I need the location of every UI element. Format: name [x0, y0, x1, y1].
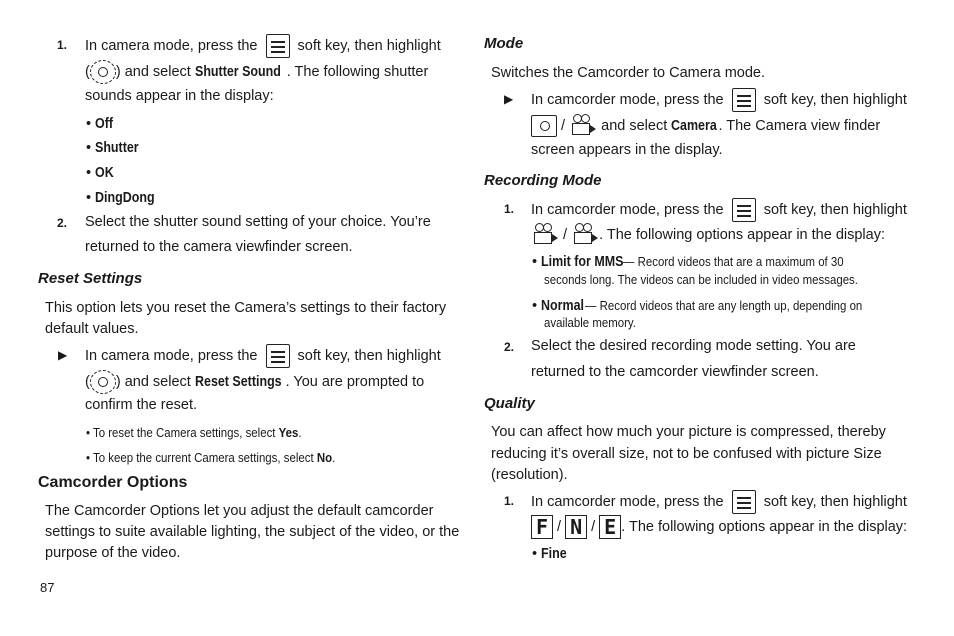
text: In camcorder mode, press the	[531, 91, 724, 108]
settings-gear-icon	[90, 370, 116, 394]
text: soft key, then highlight	[763, 91, 907, 108]
section-heading-quality: Quality	[484, 395, 535, 412]
list-item: • OK	[86, 165, 114, 181]
camera-icon	[531, 115, 557, 137]
text: seconds long. The videos can be included in video messages.	[544, 272, 858, 287]
step-text-line: screen appears in the display.	[531, 142, 723, 158]
step-text-line	[531, 490, 907, 514]
step-text-line: returned to the camcorder viewfinder screen.	[531, 364, 819, 380]
text: . The following options appear in the display:	[621, 518, 908, 535]
step-text-line	[531, 515, 907, 539]
text: ) and select	[115, 373, 191, 390]
menu-soft-key-icon	[732, 88, 756, 112]
text: .	[298, 425, 302, 440]
list-item: • Off	[86, 116, 114, 132]
list-item: • Limit for MMS— Record videos that are a maximum of 30	[532, 254, 844, 270]
step-text-line	[85, 60, 428, 84]
text: — Record videos that are a maximum of 30	[622, 254, 844, 269]
text: . The following shutter	[286, 63, 429, 80]
section-heading-mode: Mode	[484, 35, 524, 52]
text: /	[557, 518, 562, 535]
text: In camcorder mode, press the	[531, 201, 724, 218]
yes-label: Yes	[278, 425, 299, 440]
text: soft key, then highlight	[297, 37, 441, 54]
page-number: 87	[40, 580, 55, 595]
step-number: 1.	[504, 202, 515, 216]
list-item: • Fine	[532, 546, 567, 562]
normal-label: Normal	[541, 298, 585, 314]
step-text-line: returned to the camera viewfinder screen.	[85, 239, 353, 255]
list-item: • Shutter	[86, 140, 139, 156]
step-number: 2.	[57, 216, 68, 230]
recording-mode-icon	[571, 223, 599, 247]
quality-economy-icon: E	[599, 515, 621, 539]
step-text-line	[85, 344, 441, 368]
quality-normal-icon: N	[565, 515, 587, 539]
list-item: • DingDong	[86, 190, 155, 206]
step-text-line	[531, 198, 907, 222]
text: .	[332, 450, 336, 465]
option-dingdong: DingDong	[95, 190, 155, 206]
step-number: 1.	[504, 494, 515, 508]
paragraph-line: default values.	[45, 321, 139, 337]
menu-soft-key-icon	[266, 34, 290, 58]
bullet-arrow-icon: ▶	[504, 92, 514, 106]
camera-label: Camera	[671, 117, 718, 134]
text: . You are prompted to	[285, 373, 425, 390]
paragraph-line: The Camcorder Options let you adjust the default camcorder	[45, 503, 434, 519]
text: /	[591, 518, 596, 535]
paragraph-line: purpose of the video.	[45, 545, 181, 561]
text: (	[85, 373, 90, 390]
text: In camera mode, press the	[85, 37, 258, 54]
shutter-sound-label: Shutter Sound	[194, 63, 281, 80]
step-number: 1.	[57, 38, 68, 52]
section-heading-reset-settings: Reset Settings	[38, 270, 143, 287]
step-text-line: Select the desired recording mode setting. You are	[531, 338, 856, 354]
menu-soft-key-icon	[732, 490, 756, 514]
list-item-continuation	[544, 314, 649, 332]
paragraph-line: settings to suite available lighting, the subject of the video, or the	[45, 524, 460, 540]
step-text-line	[531, 114, 880, 138]
text: /	[563, 226, 568, 243]
text: — Record videos that are any length up, depending on	[585, 298, 863, 313]
step-text-line	[531, 223, 885, 247]
paragraph-line: Switches the Camcorder to Camera mode.	[491, 65, 765, 81]
paragraph-line: You can affect how much your picture is compressed, thereby	[491, 424, 886, 440]
text: . The following options appear in the display:	[599, 226, 885, 243]
paragraph-line: reducing it’s overall size, not to be confused with picture Size	[491, 446, 882, 462]
quality-fine-icon: F	[531, 515, 553, 539]
text: available memory.	[544, 315, 636, 330]
option-fine: Fine	[541, 546, 567, 562]
list-item: • Normal— Record videos that are any length up, depending on	[532, 298, 863, 314]
text: (	[85, 63, 90, 80]
camcorder-icon	[569, 114, 597, 138]
option-off: Off	[95, 116, 114, 132]
text: soft key, then highlight	[297, 347, 441, 364]
step-text-line	[85, 370, 424, 394]
step-text-line	[85, 34, 441, 58]
text: soft key, then highlight	[763, 201, 907, 218]
paragraph-line: This option lets you reset the Camera’s settings to their factory	[45, 300, 447, 316]
step-text-line: confirm the reset.	[85, 397, 198, 413]
text: . The Camera view finder	[718, 117, 881, 134]
option-shutter: Shutter	[95, 140, 139, 156]
list-item-continuation	[544, 271, 901, 289]
step-text-line: Select the shutter sound setting of your choice. You’re	[85, 214, 431, 230]
section-heading-recording-mode: Recording Mode	[484, 172, 602, 189]
text: ) and select	[115, 63, 191, 80]
paragraph-line: (resolution).	[491, 467, 568, 483]
settings-gear-icon	[90, 60, 116, 84]
limit-for-mms-label: Limit for MMS	[541, 254, 624, 270]
menu-soft-key-icon	[266, 344, 290, 368]
step-text-line: sounds appear in the display:	[85, 88, 274, 104]
list-item: • To keep the current Camera settings, select No.	[86, 450, 336, 465]
menu-soft-key-icon	[732, 198, 756, 222]
camcorder-icon	[531, 223, 559, 247]
no-label: No	[316, 450, 333, 465]
reset-settings-label: Reset Settings	[194, 373, 282, 390]
text: soft key, then highlight	[763, 493, 907, 510]
list-item: • To reset the Camera settings, select Yes.	[86, 425, 302, 440]
step-text-line	[531, 88, 907, 112]
text: and select	[601, 117, 668, 134]
text: To reset the Camera settings, select	[92, 425, 276, 440]
option-ok: OK	[95, 165, 114, 181]
bullet-arrow-icon: ▶	[58, 348, 68, 362]
text: /	[561, 117, 566, 134]
section-heading-camcorder-options: Camcorder Options	[38, 474, 188, 491]
text: To keep the current Camera settings, select	[92, 450, 314, 465]
text: In camera mode, press the	[85, 347, 258, 364]
text: In camcorder mode, press the	[531, 493, 724, 510]
step-number: 2.	[504, 340, 515, 354]
